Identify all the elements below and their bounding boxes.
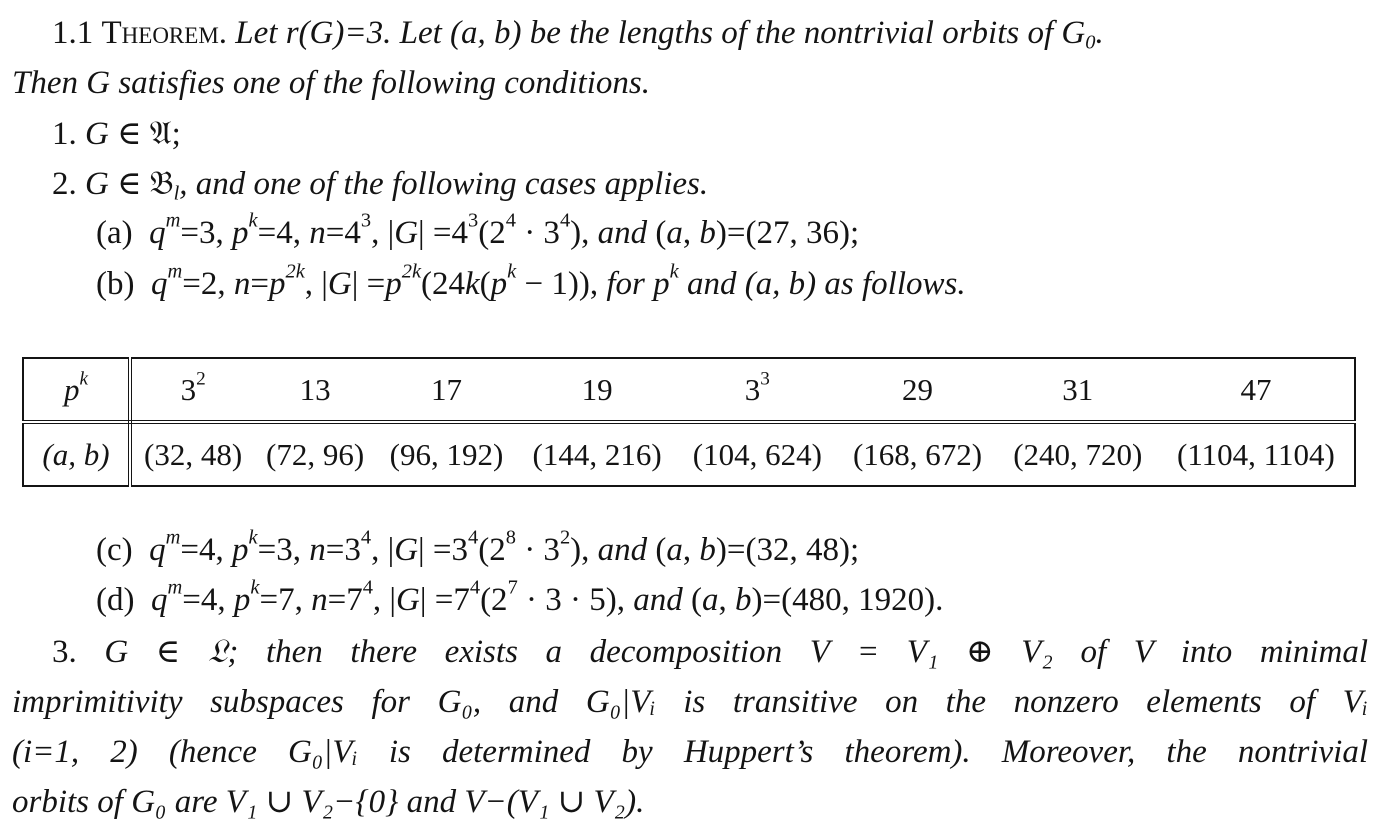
condition-2-number: 2. — [52, 166, 77, 202]
condition-3-line-4: orbits of G₀ are V₁ ∪ V₂−{0} and V−(V₁ ∪ V₂). — [12, 784, 645, 820]
case-c-label: (c) — [96, 532, 133, 568]
case-a-label: (a) — [96, 215, 133, 251]
theorem-statement: Let r(G)=3. Let (a, b) be the lengths of the nontrivial orbits of $G_0$. — [235, 15, 1104, 54]
theorem-label: Theorem. — [101, 15, 228, 51]
table-cell: 47 — [1158, 358, 1355, 422]
condition-3-line-1 — [52, 627, 1368, 677]
table-row-ab — [23, 422, 1355, 486]
table-cell: 29 — [837, 358, 997, 422]
case-c-formula: $q^m=4$, $p^k=3$, $n=3^4$, $|G| =3^4(2^8 \cdot 3^2)$, and (a, b)=(32, 48); — [149, 526, 860, 568]
condition-3-line-3: (i=1, 2) (hence G₀|Vᵢ is determined by Huppert’s theorem). Moreover, the nontrivial — [12, 734, 1368, 770]
table-cell: (96, 192) — [389, 436, 504, 472]
condition-2-class: 𝔅 — [149, 163, 174, 202]
table-cell: (104, 624) — [692, 436, 822, 472]
table-cell: $3^3$ — [677, 358, 837, 422]
case-a — [96, 208, 859, 258]
condition-3-text: G ∈ 𝔏; then there exists a decomposition V = V₁ ⊕ V₂ of V into minimal — [104, 634, 1368, 670]
condition-2: 2. G ∈ 𝔅$_l$, and one of the following cases applies. — [52, 163, 709, 205]
table-cell: 17 — [376, 358, 517, 422]
case-a-formula: $q^m=3$, $p^k=4$, $n=4^3$, $|G| =4^3(2^4 \cdot 3^4)$, and (a, b)=(27, 36); — [149, 209, 860, 251]
condition-1-number: 1. — [52, 116, 77, 152]
case-b-label: (b) — [96, 266, 135, 302]
case-d-formula: $q^m=4$, $p^k=7$, $n=7^4$, $|G| =7^4(2^7 \cdot 3 \cdot 5)$, and (a, b)=(480, 1920). — [150, 576, 944, 618]
table-cell: (240, 720) — [1013, 436, 1143, 472]
table-cell: (32, 48) — [144, 436, 243, 472]
table-cell: 13 — [254, 358, 376, 422]
case-d-label: (d) — [96, 582, 135, 618]
table-header-pk: $p^k$ — [23, 358, 130, 422]
condition-3-line-2: imprimitivity subspaces for G₀, and G₀|Vᵢ is transitive on the nonzero elements of Vᵢ — [12, 684, 1368, 720]
table-cell: $3^2$ — [130, 358, 254, 422]
condition-3-number: 3. — [52, 634, 77, 670]
condition-1-text: G ∈ — [85, 116, 150, 152]
condition-1: 1. G ∈ 𝔄; — [52, 113, 181, 152]
table-row-pk — [23, 358, 1355, 422]
table-cell: (72, 96) — [266, 436, 365, 472]
table-cell: (168, 672) — [852, 436, 983, 472]
table-cell: 19 — [517, 358, 677, 422]
table-cell: (1104, 1104) — [1177, 436, 1335, 472]
pk-table — [22, 357, 1356, 487]
table-cell: 31 — [998, 358, 1158, 422]
case-b — [96, 259, 966, 309]
case-d — [96, 575, 943, 625]
theorem-number: 1.1 — [52, 15, 94, 51]
theorem-statement-cont: Then G satisfies one of the following conditions. — [12, 65, 650, 101]
table-cell: (144, 216) — [532, 436, 662, 472]
case-b-formula: $q^m=2$, $n=p^{2k}$, $|G| =p^{2k}(24k(p^k - 1))$, for $p^k$ and (a, b) as follows. — [150, 260, 966, 302]
table-header-ab: (a, b) — [23, 422, 130, 486]
case-c — [96, 525, 859, 575]
condition-1-class: 𝔄 — [149, 113, 172, 152]
theorem-heading-line — [52, 8, 1104, 58]
